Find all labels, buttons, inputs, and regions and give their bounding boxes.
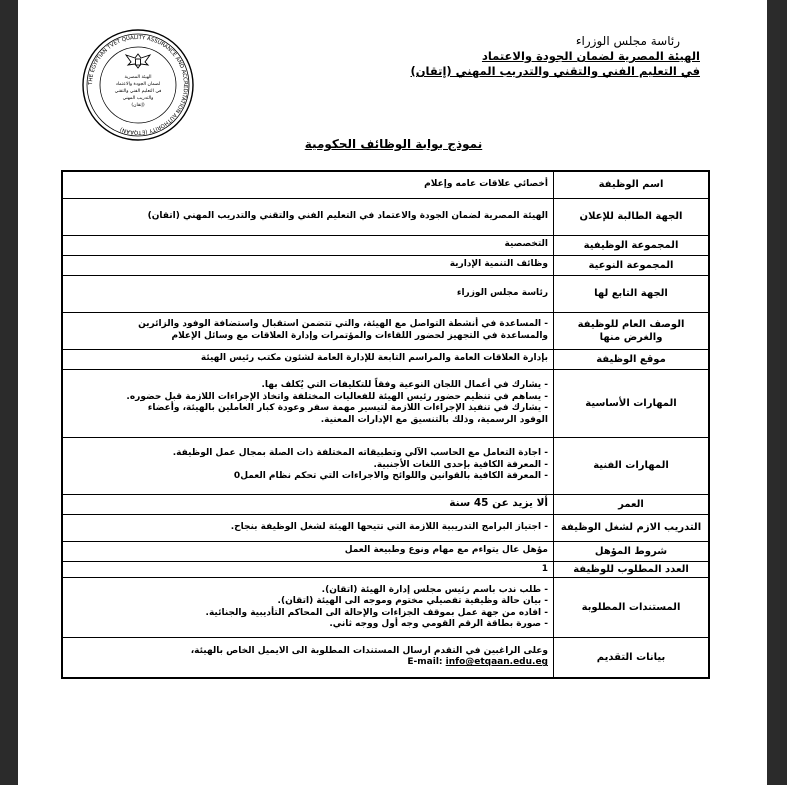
field-value-line: - يساهم في تنظيم حضور رئيس الهيئة للفعاليات المختلفة واتخاذ الإجراءات اللازمة قبل حضوره.: [126, 391, 548, 402]
table-row: [62, 235, 709, 255]
table-row: [62, 494, 709, 514]
svg-text:THE EGYPTIAN TVET QUALITY ASSU: THE EGYPTIAN TVET QUALITY ASSURANCE AND ACCREDITATION AUTHORITY (ETQAAN): [87, 34, 189, 136]
field-label: اسم الوظيفة: [554, 171, 710, 198]
email-link[interactable]: info@etqaan.edu.eg: [445, 657, 548, 668]
field-value: [62, 171, 554, 198]
field-value-line: - يشارك في أعمال اللجان النوعية وفقاً للتكليفات التي يُكلف بها.: [261, 380, 548, 390]
field-value-line: - المعرفة الكافية بالقوانين واللوائح والاجراءات التي تحكم نظام العمل0: [233, 471, 548, 482]
field-label: المستندات المطلوبة: [554, 578, 710, 638]
table-row: [62, 255, 709, 275]
authority-seal-logo: [81, 28, 195, 142]
field-label: شروط المؤهل: [554, 541, 710, 561]
field-label: المجموعة النوعية: [554, 255, 710, 275]
table-row: [62, 275, 709, 312]
field-label: العمر: [554, 494, 710, 514]
table-row: [62, 578, 709, 638]
field-value: [62, 561, 554, 578]
field-value-line: - بيان حالة وظيفية تفصيلي مختوم وموجه الى الهيئة (اتقان).: [277, 596, 548, 606]
field-value: [62, 255, 554, 275]
table-row: [62, 198, 709, 235]
field-value-line: مؤهل عال يتواءم مع مهام ونوع وطبيعة العمل: [344, 545, 548, 556]
form-title: نموذج بوابة الوظائف الحكومية: [304, 137, 483, 151]
email-line: [68, 657, 548, 669]
field-label: الجهة التابع لها: [554, 275, 710, 312]
field-label: المجموعة الوظيفية: [554, 235, 710, 255]
header-line-cabinet: رئاسة مجلس الوزراء: [575, 34, 680, 48]
document-header: [340, 34, 700, 79]
field-label: المهارات الأساسية: [554, 369, 710, 437]
table-row: [62, 561, 709, 578]
field-label: المهارات الفنية: [554, 437, 710, 494]
table-row: [62, 171, 709, 198]
seal-inner-line: (إتقان): [131, 103, 145, 108]
eagle-emblem-icon: [126, 54, 150, 68]
table-row: [62, 349, 709, 369]
field-value-line: - افاده من جهة عمل بموقف الجزاءات والإحالة الى المحاكم التأديبية والجنائية.: [205, 607, 548, 618]
field-value: [62, 437, 554, 494]
field-value-line: وظائف التنمية الإدارية: [449, 259, 548, 270]
table-row: [62, 541, 709, 561]
field-value: [62, 578, 554, 638]
field-value-line: وعلى الراغبين في التقدم ارسال المستندات المطلوبة الى الايميل الخاص بالهيئة،: [190, 645, 548, 656]
seal-inner-line: الهيئة المصرية: [124, 75, 152, 80]
email-label: E-mail:: [407, 657, 446, 668]
field-value-line: رئاسة مجلس الوزراء: [456, 287, 548, 298]
field-value: [62, 312, 554, 349]
field-value-line: - طلب ندب باسم رئيس مجلس إدارة الهيئة (اتقان).: [321, 584, 548, 595]
field-value: [62, 494, 554, 514]
field-value: [62, 198, 554, 235]
field-value-line: - يشارك في تنفيذ الإجراءات اللازمة لتيسير مهمة سفر وعودة كبار العاملين بالهيئة، وأعضاء: [147, 403, 548, 413]
header-line-authority: الهيئة المصرية لضمان الجودة والاعتماد: [481, 49, 700, 63]
field-value-line: - المساعدة في أنشطة التواصل مع الهيئة، والتي تتضمن استقبال واستضافة الوفود والزائرين: [138, 319, 548, 329]
table-row: [62, 514, 709, 541]
seal-inner-line: والتدريب المهني: [122, 96, 154, 101]
field-label: التدريب الازم لشغل الوظيفة: [554, 514, 710, 541]
table-row: [62, 437, 709, 494]
field-label: الوصف العام للوظيفة والغرض منها: [554, 312, 710, 349]
field-value: [62, 275, 554, 312]
field-value: [62, 369, 554, 437]
field-value-line: - صورة بطاقة الرقم القومي وجه أول ووجه ثاني.: [329, 619, 548, 629]
field-value: [62, 514, 554, 541]
field-label: بيانات التقديم: [554, 638, 710, 678]
header-line-sector: في التعليم الفني والتقني والتدريب المهني (إتقان): [410, 64, 700, 78]
table-row: [62, 638, 709, 678]
field-label: الجهة الطالبة للإعلان: [554, 198, 710, 235]
field-value-line: التخصصية: [504, 239, 548, 250]
field-value-line: 1: [541, 563, 548, 574]
field-label: العدد المطلوب للوظيفة: [554, 561, 710, 578]
job-details-table: [61, 170, 710, 679]
field-value-line: والمساعدة في التجهيز لحضور اللقاءات والمؤتمرات وإدارة العلاقات مع وسائل الإعلام: [171, 330, 548, 341]
field-value-line: أخصائي علاقات عامه وإعلام: [424, 179, 548, 189]
field-value: [62, 235, 554, 255]
field-value-line: ألا يزيد عن 45 سنة: [449, 497, 548, 510]
field-value-line: - المعرفة الكافية بإحدى اللغات الأجنبية.: [373, 459, 548, 470]
field-value: [62, 541, 554, 561]
field-value-line: الوفود الرسمية، وذلك بالتنسيق مع الإدارات المعنية.: [320, 414, 548, 425]
seal-inner-line: في التعليم الفني والتقني: [114, 89, 162, 94]
field-value-line: بإدارة العلاقات العامة والمراسم التابعة للإدارة العامة لشئون مكتب رئيس الهيئة: [200, 353, 548, 364]
field-value: [62, 349, 554, 369]
field-value-line: الهيئة المصرية لضمان الجودة والاعتماد في التعليم الفني والتقني والتدريب المهني (اتقان): [147, 210, 548, 221]
field-label: موقع الوظيفة: [554, 349, 710, 369]
table-row: [62, 369, 709, 437]
table-row: [62, 312, 709, 349]
field-value-line: - اجادة التعامل مع الحاسب الآلي وتطبيقاته المختلفة ذات الصلة بمجال عمل الوظيفة.: [172, 448, 548, 459]
field-value-line: - اجتياز البرامج التدريبية اللازمة التي تتيحها الهيئة لشغل الوظيفة بنجاح.: [230, 521, 548, 532]
field-value: [62, 638, 554, 678]
seal-inner-line: لضمان الجودة والاعتماد: [115, 82, 161, 87]
